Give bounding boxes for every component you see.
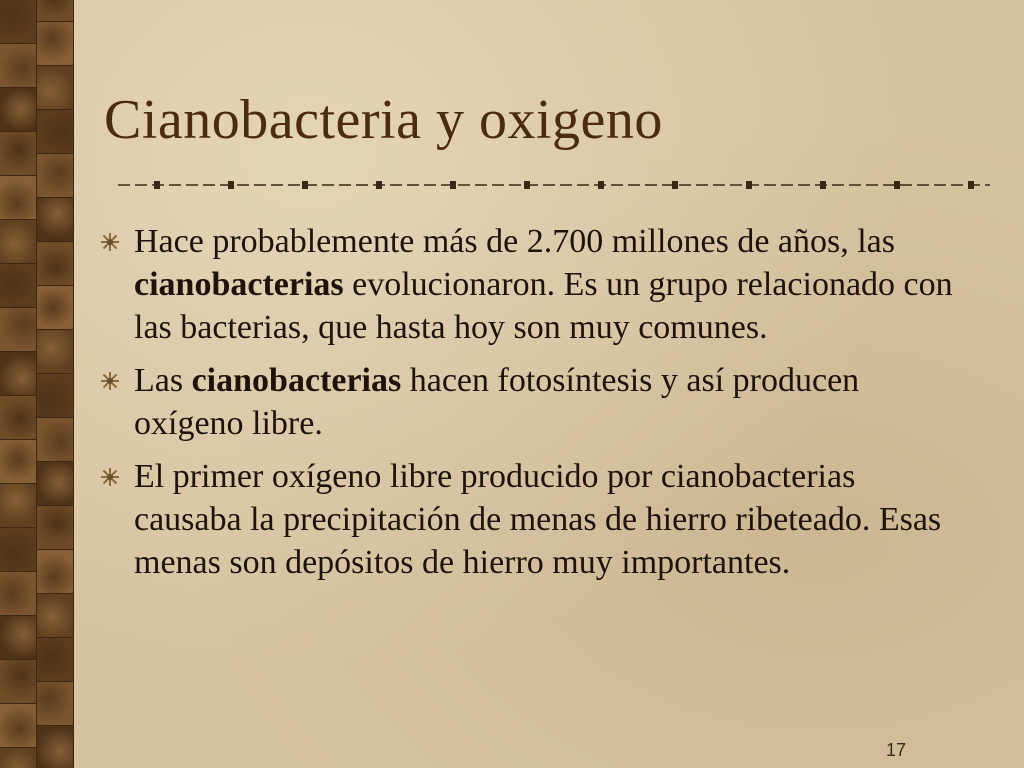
divider-dot [746,181,752,189]
bullet-list [100,220,960,594]
bullet-text [134,223,953,346]
sidebar-texture-tile [0,440,37,484]
divider-dot [450,181,456,189]
title-divider [118,178,990,192]
sidebar-texture-tile [0,132,37,176]
sidebar-texture-tile [37,198,74,242]
bullet-text [134,458,941,581]
bullet-star-icon [100,232,120,252]
sidebar-texture-tile [37,550,74,594]
divider-dot [154,181,160,189]
divider-dot [968,181,974,189]
sidebar-texture-tile [0,528,37,572]
sidebar-texture-tile [37,0,74,22]
bullet-text-segment: Las [134,362,192,399]
divider-dot [672,181,678,189]
slide-title: Cianobacteria y oxigeno [104,89,663,151]
sidebar-texture-tile [0,660,37,704]
sidebar-texture-tile [37,110,74,154]
divider-dot [228,181,234,189]
sidebar-texture-tile [37,418,74,462]
bullet-text-segment: El primer oxígeno libre producido por cianobacterias causaba la precipitación de menas de hierro ribeteado. Esas menas son depósitos de hierro muy importantes. [134,458,942,581]
sidebar-texture-tile [37,330,74,374]
sidebar-texture-tile [0,704,37,748]
bullet-item [100,359,960,445]
sidebar-texture-tile [37,638,74,682]
sidebar-texture-tile [0,264,37,308]
sidebar-texture-tile [37,726,74,768]
bullet-item [100,220,960,349]
sidebar-texture-tile [0,0,37,44]
sidebar-texture-tile [0,572,37,616]
sidebar-texture-tile [0,44,37,88]
divider-dot [894,181,900,189]
bullet-text [134,362,859,442]
sidebar-texture-tile [0,308,37,352]
sidebar-texture-tile [37,66,74,110]
sidebar-texture-tile [37,374,74,418]
bullet-item [100,455,960,584]
bullet-bold-term: cianobacterias [134,266,344,303]
page-number: 17 [885,740,906,760]
divider-dot [598,181,604,189]
sidebar-texture-tile [37,682,74,726]
sidebar-texture-tile [0,352,37,396]
divider-dot [524,181,530,189]
sidebar-texture-tile [37,286,74,330]
sidebar-texture-tile [0,748,37,768]
sidebar-texture-tile [0,220,37,264]
sidebar-texture-tile [0,88,37,132]
sidebar-texture-tile [0,484,37,528]
sidebar-texture-tile [37,462,74,506]
divider-dot [820,181,826,189]
sidebar-texture-tile [37,22,74,66]
sidebar-texture-tile [37,154,74,198]
sidebar-texture-tile [37,594,74,638]
bullet-text-segment: Hace probablemente más de 2.700 millones de años, las [134,223,895,260]
decorative-sidebar [0,0,74,768]
sidebar-texture-tile [0,616,37,660]
sidebar-texture-tile [0,176,37,220]
sidebar-texture-tile [37,242,74,286]
divider-dot [376,181,382,189]
bullet-text-segment: hacen fotosíntesis y así producen oxígeno libre. [134,362,860,442]
bullet-bold-term: cianobacterias [191,362,402,399]
sidebar-texture-tile [37,506,74,550]
divider-dot [302,181,308,189]
bullet-star-icon [100,467,120,487]
bullet-text-segment: evolucionaron. Es un grupo relacionado con las bacterias, que hasta hoy son muy comunes. [134,266,953,346]
bullet-star-icon [100,371,120,391]
sidebar-texture-tile [0,396,37,440]
